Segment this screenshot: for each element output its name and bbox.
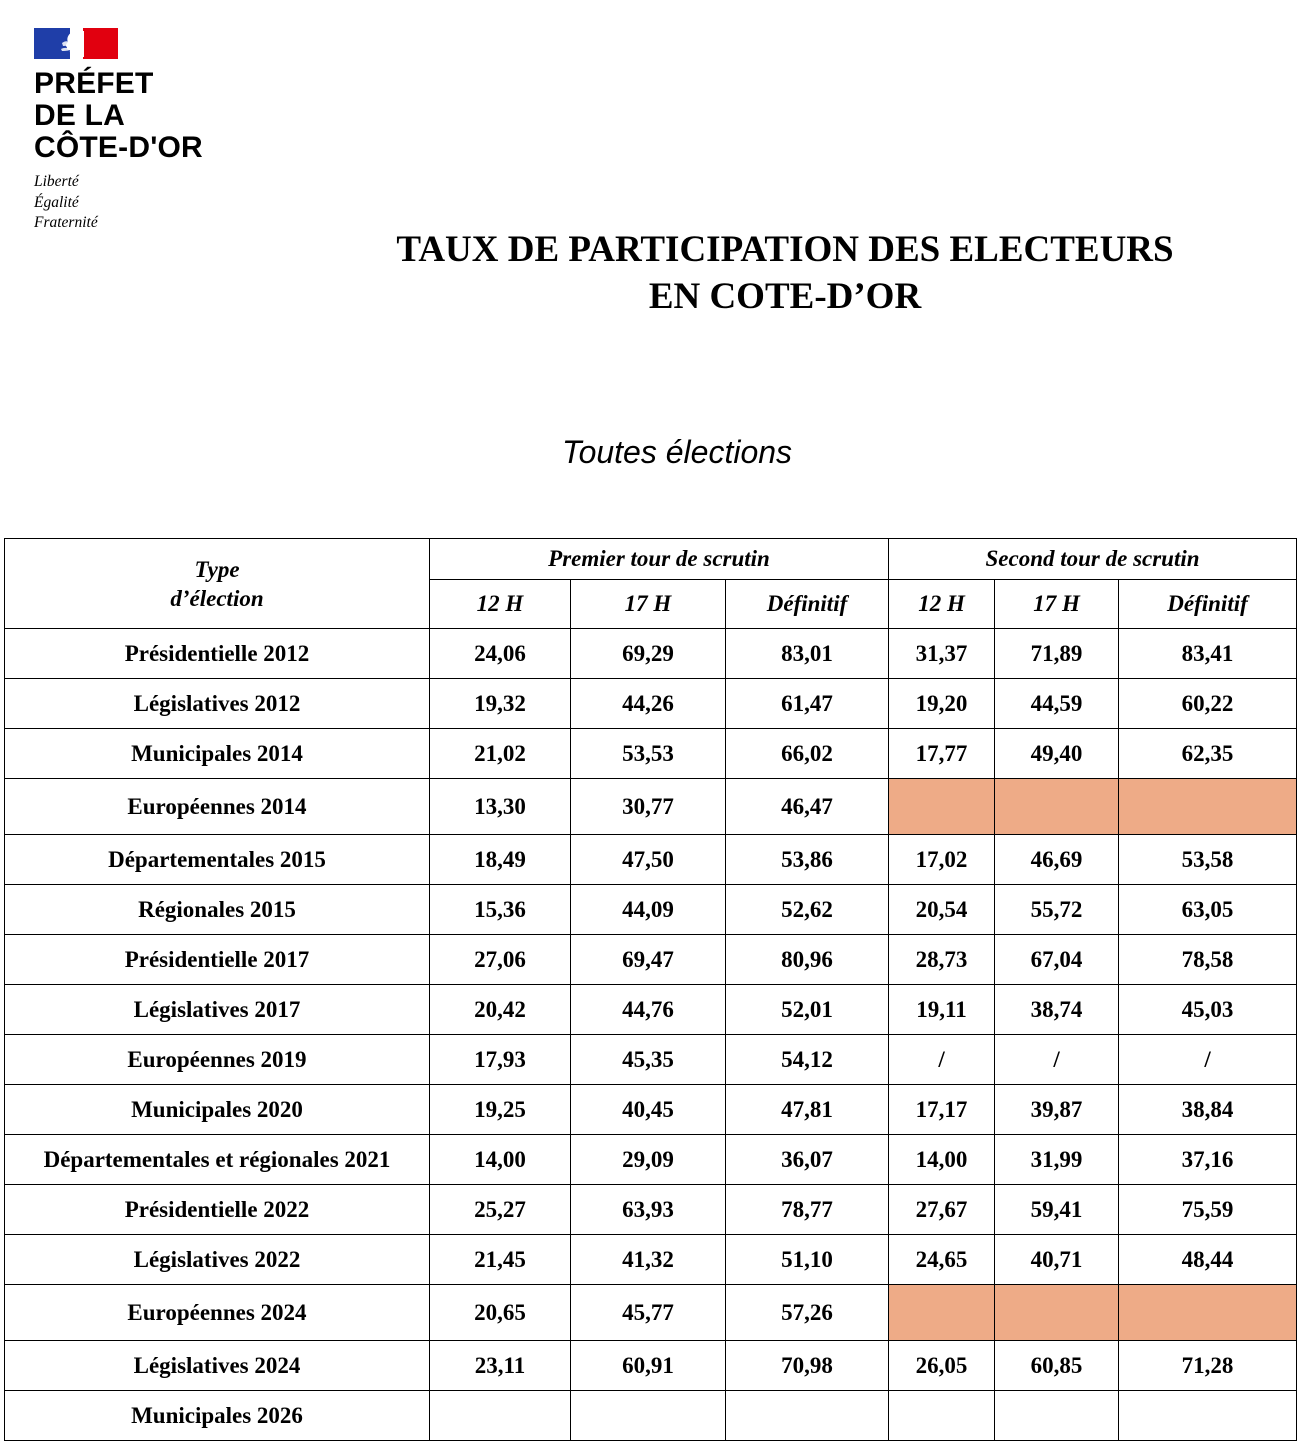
sub-header-final: Définitif — [1119, 580, 1297, 629]
election-type-cell: Législatives 2012 — [5, 679, 430, 729]
election-type-cell: Régionales 2015 — [5, 885, 430, 935]
republic-motto — [34, 172, 203, 234]
table-row — [5, 1035, 1297, 1085]
rate-cell: 45,35 — [571, 1035, 726, 1085]
rate-cell: 48,44 — [1119, 1235, 1297, 1285]
rate-cell: 15,36 — [430, 885, 571, 935]
rate-cell: 83,41 — [1119, 629, 1297, 679]
election-type-cell: Législatives 2017 — [5, 985, 430, 1035]
rate-cell: 63,05 — [1119, 885, 1297, 935]
rate-cell: 47,50 — [571, 835, 726, 885]
rate-cell: 55,72 — [995, 885, 1119, 935]
rate-cell: 17,17 — [889, 1085, 995, 1135]
table-row — [5, 1085, 1297, 1135]
rate-cell: 44,09 — [571, 885, 726, 935]
rate-cell: 45,03 — [1119, 985, 1297, 1035]
rate-cell: 52,01 — [726, 985, 889, 1035]
rate-cell: 19,11 — [889, 985, 995, 1035]
rate-cell: 53,53 — [571, 729, 726, 779]
no-second-round-cell — [1119, 1285, 1297, 1341]
election-type-cell: Présidentielle 2012 — [5, 629, 430, 679]
election-type-cell: Présidentielle 2017 — [5, 935, 430, 985]
prefecture-name — [34, 68, 203, 164]
motto-line: Fraternité — [34, 214, 98, 231]
column-header-type-line: Type — [194, 556, 240, 582]
rate-cell: 44,26 — [571, 679, 726, 729]
rate-cell: 44,59 — [995, 679, 1119, 729]
election-type-cell: Européennes 2024 — [5, 1285, 430, 1341]
rate-cell: 60,91 — [571, 1341, 726, 1391]
page-subtitle: Toutes élections — [561, 434, 793, 470]
rate-cell: 19,32 — [430, 679, 571, 729]
rate-cell: 26,05 — [889, 1341, 995, 1391]
rate-cell: 27,06 — [430, 935, 571, 985]
election-type-cell: Départementales 2015 — [5, 835, 430, 885]
rate-cell: 46,47 — [726, 779, 889, 835]
rate-cell: 80,96 — [726, 935, 889, 985]
rate-cell: 18,49 — [430, 835, 571, 885]
rate-cell: 21,02 — [430, 729, 571, 779]
rate-cell: 37,16 — [1119, 1135, 1297, 1185]
rate-cell: 53,58 — [1119, 835, 1297, 885]
rate-cell: 24,65 — [889, 1235, 995, 1285]
rate-cell: 51,10 — [726, 1235, 889, 1285]
rate-cell: 14,00 — [889, 1135, 995, 1185]
rate-cell: 53,86 — [726, 835, 889, 885]
rate-cell: / — [1119, 1035, 1297, 1085]
rate-cell: 29,09 — [571, 1135, 726, 1185]
table-row — [5, 1285, 1297, 1341]
rate-cell: 31,37 — [889, 629, 995, 679]
rate-cell: 40,45 — [571, 1085, 726, 1135]
marianne-profile-icon — [60, 29, 86, 58]
election-type-cell: Municipales 2020 — [5, 1085, 430, 1135]
rate-cell: 75,59 — [1119, 1185, 1297, 1235]
rate-cell: 69,29 — [571, 629, 726, 679]
rate-cell — [430, 1391, 571, 1441]
rate-cell: 40,71 — [995, 1235, 1119, 1285]
rate-cell: 24,06 — [430, 629, 571, 679]
rate-cell: 20,54 — [889, 885, 995, 935]
no-second-round-cell — [1119, 779, 1297, 835]
group-header-second-round: Second tour de scrutin — [889, 539, 1297, 580]
rate-cell: 46,69 — [995, 835, 1119, 885]
participation-table — [4, 538, 1297, 1441]
prefecture-line: CÔTE-D'OR — [34, 131, 203, 164]
no-second-round-cell — [889, 779, 995, 835]
rate-cell: 19,20 — [889, 679, 995, 729]
sub-header-17h: 17 H — [995, 580, 1119, 629]
rate-cell: 38,84 — [1119, 1085, 1297, 1135]
table-row — [5, 935, 1297, 985]
rate-cell: 66,02 — [726, 729, 889, 779]
rate-cell: 19,25 — [430, 1085, 571, 1135]
rate-cell: 71,28 — [1119, 1341, 1297, 1391]
rate-cell: 28,73 — [889, 935, 995, 985]
election-type-cell: Européennes 2014 — [5, 779, 430, 835]
marianne-flag-icon — [34, 28, 118, 59]
sub-header-12h: 12 H — [889, 580, 995, 629]
prefecture-logo — [34, 28, 203, 234]
table-row — [5, 679, 1297, 729]
rate-cell: 70,98 — [726, 1341, 889, 1391]
rate-cell: 27,67 — [889, 1185, 995, 1235]
prefecture-line: DE LA — [34, 99, 125, 132]
no-second-round-cell — [889, 1285, 995, 1341]
rate-cell: / — [995, 1035, 1119, 1085]
rate-cell: 60,85 — [995, 1341, 1119, 1391]
page-title-line: TAUX DE PARTICIPATION DES ELECTEURS — [396, 229, 1174, 270]
motto-line: Liberté — [34, 173, 79, 190]
rate-cell: 17,02 — [889, 835, 995, 885]
rate-cell — [726, 1391, 889, 1441]
rate-cell: 44,76 — [571, 985, 726, 1035]
prefecture-line: PRÉFET — [34, 67, 154, 100]
rate-cell: 25,27 — [430, 1185, 571, 1235]
table-row — [5, 629, 1297, 679]
election-type-cell: Présidentielle 2022 — [5, 1185, 430, 1235]
rate-cell: 45,77 — [571, 1285, 726, 1341]
page-title-line: EN COTE-D’OR — [648, 276, 922, 317]
rate-cell: 47,81 — [726, 1085, 889, 1135]
table-row — [5, 835, 1297, 885]
election-type-cell: Européennes 2019 — [5, 1035, 430, 1085]
rate-cell: 63,93 — [571, 1185, 726, 1235]
rate-cell — [889, 1391, 995, 1441]
rate-cell: 13,30 — [430, 779, 571, 835]
rate-cell — [571, 1391, 726, 1441]
rate-cell: 38,74 — [995, 985, 1119, 1035]
page-title — [300, 226, 1270, 320]
rate-cell: 36,07 — [726, 1135, 889, 1185]
group-header-first-round: Premier tour de scrutin — [430, 539, 889, 580]
rate-cell: 67,04 — [995, 935, 1119, 985]
motto-line: Égalité — [34, 193, 79, 211]
rate-cell: 78,58 — [1119, 935, 1297, 985]
rate-cell: 39,87 — [995, 1085, 1119, 1135]
no-second-round-cell — [995, 779, 1119, 835]
table-row — [5, 1341, 1297, 1391]
column-header-type — [5, 539, 430, 629]
rate-cell: 31,99 — [995, 1135, 1119, 1185]
rate-cell: 59,41 — [995, 1185, 1119, 1235]
rate-cell — [1119, 1391, 1297, 1441]
rate-cell: 57,26 — [726, 1285, 889, 1341]
table-row — [5, 1391, 1297, 1441]
rate-cell: 14,00 — [430, 1135, 571, 1185]
rate-cell: 41,32 — [571, 1235, 726, 1285]
rate-cell — [995, 1391, 1119, 1441]
column-header-type-line: d’élection — [170, 585, 264, 611]
election-type-cell: Législatives 2024 — [5, 1341, 430, 1391]
table-row — [5, 985, 1297, 1035]
election-type-cell: Municipales 2026 — [5, 1391, 430, 1441]
rate-cell: 62,35 — [1119, 729, 1297, 779]
no-second-round-cell — [995, 1285, 1119, 1341]
rate-cell: 21,45 — [430, 1235, 571, 1285]
rate-cell: 60,22 — [1119, 679, 1297, 729]
rate-cell: / — [889, 1035, 995, 1085]
rate-cell: 78,77 — [726, 1185, 889, 1235]
table-row — [5, 1235, 1297, 1285]
rate-cell: 30,77 — [571, 779, 726, 835]
rate-cell: 23,11 — [430, 1341, 571, 1391]
sub-header-17h: 17 H — [571, 580, 726, 629]
rate-cell: 17,93 — [430, 1035, 571, 1085]
election-type-cell: Législatives 2022 — [5, 1235, 430, 1285]
election-type-cell: Départementales et régionales 2021 — [5, 1135, 430, 1185]
rate-cell: 52,62 — [726, 885, 889, 935]
rate-cell: 20,65 — [430, 1285, 571, 1341]
rate-cell: 20,42 — [430, 985, 571, 1035]
table-row — [5, 779, 1297, 835]
rate-cell: 83,01 — [726, 629, 889, 679]
sub-header-12h: 12 H — [430, 580, 571, 629]
rate-cell: 49,40 — [995, 729, 1119, 779]
sub-header-final: Définitif — [726, 580, 889, 629]
election-type-cell: Municipales 2014 — [5, 729, 430, 779]
table-row — [5, 1135, 1297, 1185]
rate-cell: 69,47 — [571, 935, 726, 985]
table-row — [5, 1185, 1297, 1235]
rate-cell: 61,47 — [726, 679, 889, 729]
rate-cell: 17,77 — [889, 729, 995, 779]
rate-cell: 54,12 — [726, 1035, 889, 1085]
rate-cell: 71,89 — [995, 629, 1119, 679]
table-row — [5, 885, 1297, 935]
table-row — [5, 729, 1297, 779]
